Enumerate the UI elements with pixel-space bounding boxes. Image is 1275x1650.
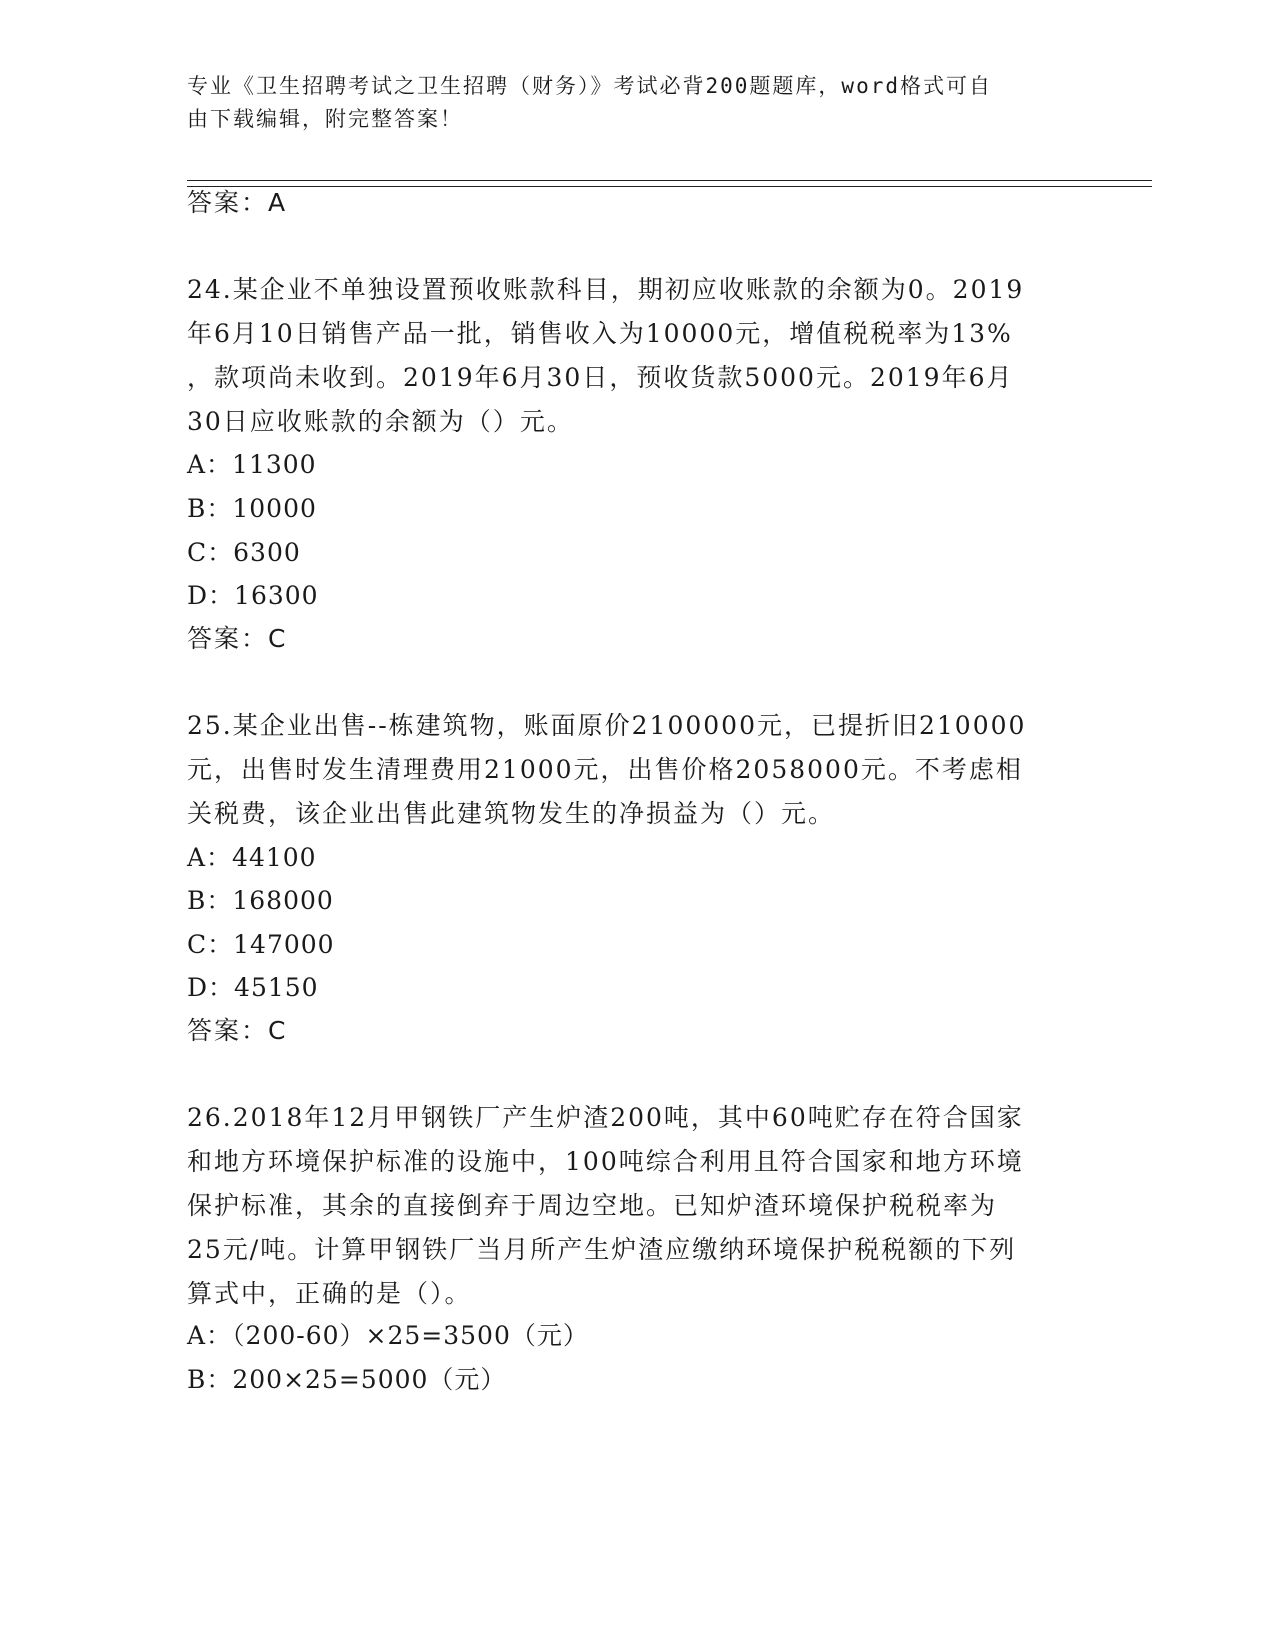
answer-line: 答案：A bbox=[187, 188, 288, 217]
answer-line: 答案：C bbox=[187, 624, 288, 653]
answer-line: 答案：C bbox=[187, 1016, 288, 1045]
question-text-line: 26.2018年12月甲钢铁厂产生炉渣200吨，其中60吨贮存在符合国家 bbox=[187, 1103, 1024, 1132]
question-text-line: 25.某企业出售--栋建筑物，账面原价2100000元，已提折旧210000 bbox=[187, 711, 1027, 740]
option-d: D：16300 bbox=[187, 581, 319, 610]
option-b: B：200×25=5000（元） bbox=[187, 1365, 507, 1394]
question-text-line: 算式中，正确的是（）。 bbox=[187, 1279, 472, 1308]
question-text-line: 关税费，该企业出售此建筑物发生的净损益为（）元。 bbox=[187, 799, 836, 828]
option-b: B：168000 bbox=[187, 886, 334, 915]
header-divider bbox=[187, 186, 1152, 187]
header-line: 专业《卫生招聘考试之卫生招聘（财务）》考试必背200题题库，word格式可自 bbox=[187, 74, 992, 98]
option-b: B：10000 bbox=[187, 494, 317, 523]
question-text-line: 保护标准，其余的直接倒弃于周边空地。已知炉渣环境保护税税率为 bbox=[187, 1191, 998, 1220]
question-text-line: 年6月10日销售产品一批，销售收入为10000元，增值税税率为13% bbox=[187, 319, 1013, 348]
option-a: A：44100 bbox=[187, 843, 317, 872]
question-text-line: 元，出售时发生清理费用21000元，出售价格2058000元。不考虑相 bbox=[187, 755, 1023, 784]
option-c: C：147000 bbox=[187, 930, 335, 959]
option-c: C：6300 bbox=[187, 538, 301, 567]
option-d: D：45150 bbox=[187, 973, 319, 1002]
question-text-line: 25元/吨。计算甲钢铁厂当月所产生炉渣应缴纳环境保护税税额的下列 bbox=[187, 1235, 1017, 1264]
header-divider bbox=[187, 180, 1152, 181]
header-line: 由下载编辑，附完整答案！ bbox=[187, 107, 463, 131]
question-text-line: 和地方环境保护标准的设施中，100吨综合利用且符合国家和地方环境 bbox=[187, 1147, 1024, 1176]
question-text-line: 24.某企业不单独设置预收账款科目，期初应收账款的余额为0。2019 bbox=[187, 275, 1025, 304]
option-a: A：11300 bbox=[187, 450, 317, 479]
question-text-line: ，款项尚未收到。2019年6月30日，预收货款5000元。2019年6月 bbox=[187, 363, 1014, 392]
document-header bbox=[187, 70, 1067, 136]
question-text-line: 30日应收账款的余额为（）元。 bbox=[187, 407, 574, 436]
option-a: A：（200-60）×25=3500（元） bbox=[187, 1321, 589, 1350]
